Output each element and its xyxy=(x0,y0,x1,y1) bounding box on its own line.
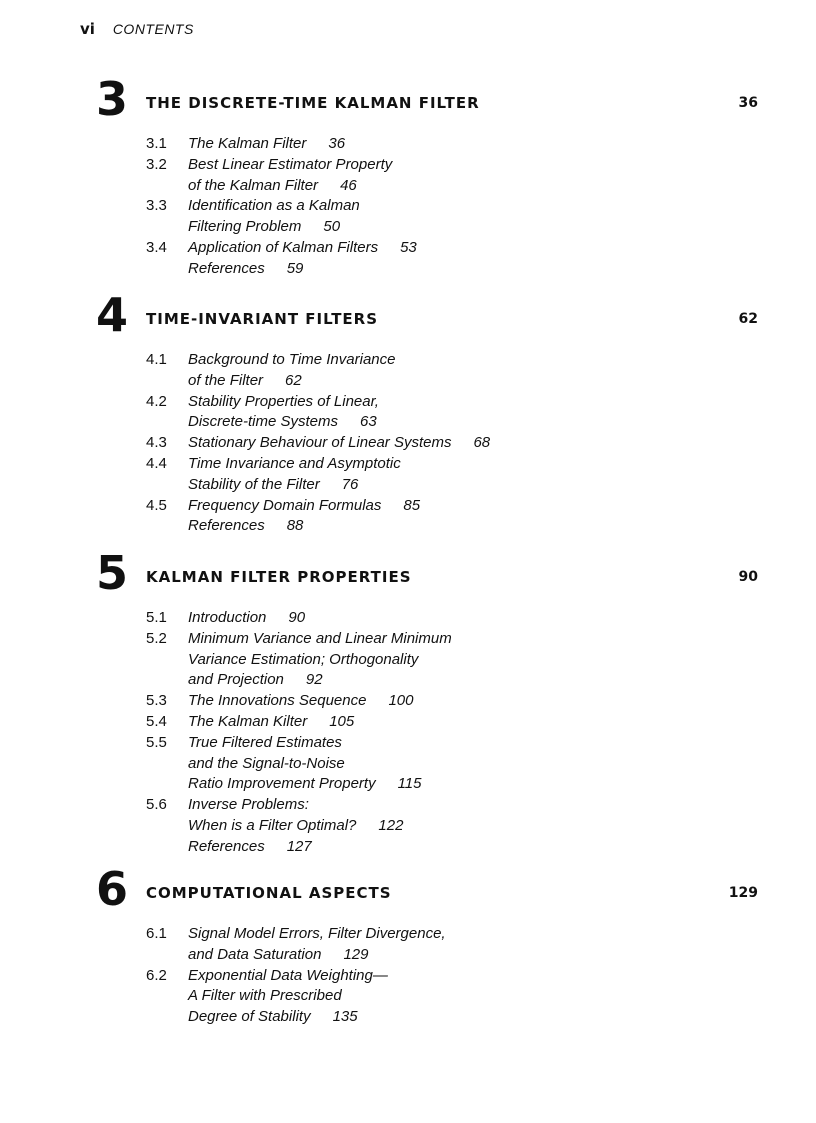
section-title-line: Stability of the Filter 76 xyxy=(188,475,359,493)
section-title xyxy=(188,924,446,966)
section-title-line: and the Signal-to-Noise xyxy=(188,754,345,772)
section-page: 50 xyxy=(323,218,341,236)
references-entry: References 127 xyxy=(188,837,312,855)
section-list xyxy=(146,608,452,858)
section-entry xyxy=(146,134,417,155)
section-number: 4.4 xyxy=(146,454,167,472)
section-entry xyxy=(146,733,452,795)
section-title-line: Best Linear Estimator Property xyxy=(188,155,393,173)
references-page: 88 xyxy=(286,517,304,535)
chapter-number: 6 xyxy=(96,862,129,916)
section-title-line: Background to Time Invariance xyxy=(188,351,396,368)
running-title: CONTENTS xyxy=(112,21,194,37)
section-number: 3.1 xyxy=(146,135,167,152)
section-page: 62 xyxy=(285,371,302,389)
section-title-line: Frequency Domain Formulas 85 xyxy=(188,496,421,514)
section-number: 4.2 xyxy=(146,392,167,410)
section-page: 90 xyxy=(288,609,306,626)
section-title-line: Time Invariance and Asymptotic xyxy=(188,454,401,472)
section-entry xyxy=(146,712,452,733)
section-entry xyxy=(146,433,490,454)
section-number: 4.1 xyxy=(146,351,167,368)
section-title-line: Ratio Improvement Property 115 xyxy=(188,775,422,793)
section-page: 68 xyxy=(473,434,491,452)
chapter-title: TIME-INVARIANT FILTERS xyxy=(146,310,379,328)
section-page: 122 xyxy=(378,816,404,834)
section-title-line: Exponential Data Weighting— xyxy=(188,966,388,984)
section-list xyxy=(146,924,446,1028)
section-title-line: A Filter with Prescribed xyxy=(188,987,342,1005)
section-title-line: Stability Properties of Linear, xyxy=(188,392,379,410)
section-number: 5.6 xyxy=(146,796,167,814)
chapter-page: 129 xyxy=(728,885,758,901)
section-entry xyxy=(146,966,446,1028)
section-number: 3.3 xyxy=(146,197,167,215)
section-title-line: True Filtered Estimates xyxy=(188,733,342,751)
section-title-line: The Kalman Kilter 105 xyxy=(188,712,355,730)
section-title-line: of the Filter 62 xyxy=(188,371,302,389)
chapter-title: KALMAN FILTER PROPERTIES xyxy=(146,568,412,586)
section-number: 5.2 xyxy=(146,629,167,647)
section-entry xyxy=(146,196,417,238)
chapter-page: 36 xyxy=(738,95,758,111)
section-entry xyxy=(146,155,417,197)
section-title-line: The Innovations Sequence 100 xyxy=(188,692,414,710)
chapter-number: 4 xyxy=(96,288,129,342)
section-page: 63 xyxy=(360,413,377,431)
section-title xyxy=(188,196,360,238)
section-title xyxy=(188,454,401,496)
section-title xyxy=(188,496,420,517)
section-title-line: Introduction 90 xyxy=(188,609,306,626)
section-page: 100 xyxy=(388,692,414,710)
section-entry xyxy=(146,691,452,712)
section-page: 135 xyxy=(332,1008,358,1026)
section-page: 85 xyxy=(403,496,421,514)
section-title-line: Inverse Problems: xyxy=(188,796,309,814)
chapter-number: 5 xyxy=(96,546,129,600)
section-title xyxy=(188,155,392,197)
section-title xyxy=(188,433,490,454)
section-title-line: Stationary Behaviour of Linear Systems 68 xyxy=(188,434,491,452)
section-number: 5.4 xyxy=(146,712,167,730)
section-title-line: and Projection 92 xyxy=(188,671,323,689)
section-page: 129 xyxy=(343,945,369,963)
section-number: 3.4 xyxy=(146,238,167,256)
section-title xyxy=(188,238,417,259)
section-title xyxy=(188,608,305,629)
section-number: 4.5 xyxy=(146,496,167,514)
section-title-line: When is a Filter Optimal? 122 xyxy=(188,816,404,834)
references-entry: References 59 xyxy=(188,259,304,277)
section-page: 105 xyxy=(329,712,355,730)
running-head xyxy=(80,20,194,38)
section-number: 6.2 xyxy=(146,966,167,984)
section-entry xyxy=(146,496,490,517)
section-list xyxy=(146,134,417,280)
section-title-line: of the Kalman Filter 46 xyxy=(188,176,357,194)
section-number: 5.3 xyxy=(146,692,167,710)
section-title xyxy=(188,629,452,691)
section-title xyxy=(188,392,379,434)
section-title xyxy=(188,712,354,733)
section-title-line: The Kalman Filter 36 xyxy=(188,135,346,152)
section-page: 53 xyxy=(400,238,417,256)
section-page: 46 xyxy=(340,176,357,194)
section-entry xyxy=(146,238,417,259)
section-list xyxy=(146,350,490,537)
section-entry xyxy=(146,629,452,691)
section-entry xyxy=(146,795,452,837)
section-title-line: Signal Model Errors, Filter Divergence, xyxy=(188,925,446,942)
references-page: 127 xyxy=(286,837,312,855)
section-entry xyxy=(146,608,452,629)
section-entry xyxy=(146,924,446,966)
section-title xyxy=(188,691,414,712)
section-title xyxy=(188,733,422,795)
section-title-line: Variance Estimation; Orthogonality xyxy=(188,650,419,668)
chapter-page: 90 xyxy=(738,569,758,585)
section-page: 115 xyxy=(397,775,422,793)
section-entry xyxy=(146,350,490,392)
references-entry: References 88 xyxy=(188,517,304,535)
section-title-line: Application of Kalman Filters 53 xyxy=(188,238,417,256)
section-page: 76 xyxy=(341,475,359,493)
chapter-title: THE DISCRETE-TIME KALMAN FILTER xyxy=(146,94,480,112)
page-number: vi xyxy=(80,20,95,38)
references-page: 59 xyxy=(286,259,304,277)
section-number: 6.1 xyxy=(146,925,167,942)
section-number: 4.3 xyxy=(146,434,167,452)
section-page: 36 xyxy=(328,135,346,152)
chapter-number: 3 xyxy=(96,72,129,126)
section-title xyxy=(188,350,395,392)
section-page: 92 xyxy=(305,671,323,689)
section-title-line: and Data Saturation 129 xyxy=(188,945,369,963)
section-entry xyxy=(146,454,490,496)
chapter-title: COMPUTATIONAL ASPECTS xyxy=(146,884,392,902)
section-number: 3.2 xyxy=(146,155,167,173)
section-title-line: Minimum Variance and Linear Minimum xyxy=(188,629,452,647)
section-title xyxy=(188,134,345,155)
section-number: 5.5 xyxy=(146,733,167,751)
section-title-line: Identification as a Kalman xyxy=(188,197,360,215)
chapter-page: 62 xyxy=(738,311,758,327)
section-title-line: Filtering Problem 50 xyxy=(188,218,341,236)
section-title xyxy=(188,795,403,837)
section-title xyxy=(188,966,388,1028)
section-entry xyxy=(146,392,490,434)
section-title-line: Degree of Stability 135 xyxy=(188,1008,358,1026)
section-number: 5.1 xyxy=(146,609,167,626)
section-title-line: Discrete-time Systems 63 xyxy=(188,413,377,431)
